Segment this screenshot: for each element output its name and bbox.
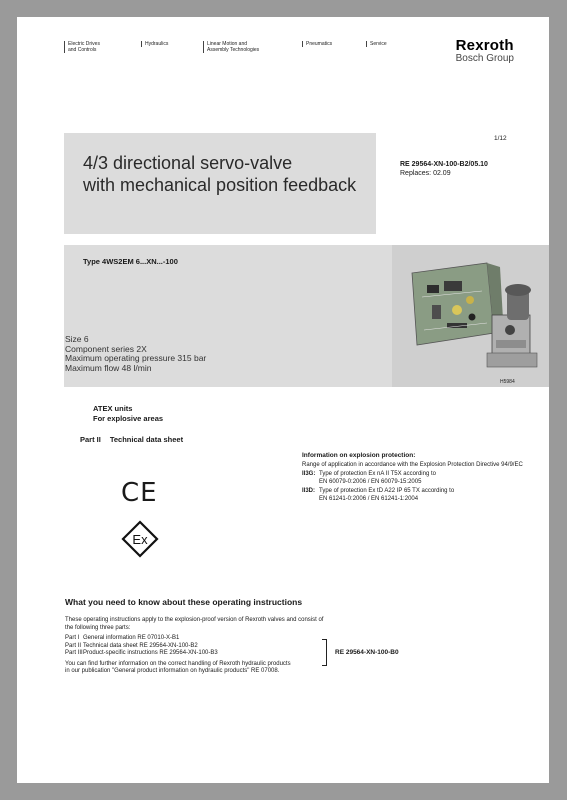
nav-label: Pneumatics [306, 41, 333, 47]
nav-label: Linear Motion and [207, 41, 248, 47]
part-number: Part II [65, 642, 82, 649]
brand-name: Rexroth [455, 37, 514, 54]
nav-pneumatics[interactable] [302, 41, 332, 47]
part-description: General information RE 07010-X-B1 [83, 635, 180, 641]
protection-standard: EN 61241-0:2006 / EN 61241-1:2004 [319, 495, 419, 502]
spec-item: Maximum operating pressure 315 bar [65, 353, 207, 363]
part-heading [80, 435, 183, 444]
explosion-protection-info [302, 452, 542, 503]
document-page [17, 17, 549, 783]
brand-subtitle: Bosch Group [455, 53, 514, 64]
replaces-note: Replaces: 02.09 [400, 169, 451, 177]
protection-text: Type of protection Ex tD A22 IP 65 TX according to [319, 488, 455, 494]
nav-service[interactable] [366, 41, 387, 47]
nav-linear-motion[interactable] [203, 41, 259, 53]
protection-item [302, 488, 542, 503]
part-description: Product-specific instructions RE 29564-XN-100-B3 [83, 650, 218, 656]
nav-hydraulics[interactable] [141, 41, 168, 47]
nav-label: Hydraulics [145, 41, 169, 47]
part-description: Technical data sheet RE 29564-XN-100-B2 [83, 642, 198, 649]
instructions-body [65, 617, 425, 676]
nav-label: Service [370, 41, 387, 47]
protection-item [302, 471, 542, 486]
spec-item: Maximum flow 48 l/min [65, 362, 152, 373]
type-label: Type 4WS2EM 6...XN...-100 [83, 257, 178, 266]
section-heading: What you need to know about these operating instructions [65, 597, 303, 607]
part-title: Technical data sheet [109, 435, 184, 444]
spec-item: Size 6 [65, 334, 89, 344]
ce-mark-icon: CE [121, 478, 158, 508]
intro-text: These operating instructions apply to the explosion-proof version of Rexroth valves and consist of [65, 617, 324, 623]
page-title [83, 152, 356, 196]
ex-symbol-text: Ex [132, 532, 148, 547]
nav-label: and Controls [68, 47, 97, 53]
nav-label: Electric Drives [68, 41, 100, 47]
photo-caption: H5984 [500, 379, 515, 385]
part-label: Part II [80, 435, 101, 444]
nav-label: Assembly Technologies [207, 47, 260, 53]
further-info-text: in our publication "General product information on hydraulic products" RE 07008. [65, 668, 280, 674]
info-range: Range of application in accordance with the Explosion Protection Directive 94/9/EC [302, 461, 523, 468]
protection-code: II3D: [302, 488, 316, 494]
title-line: with mechanical position feedback [83, 175, 357, 195]
bracket-label: RE 29564-XN-100-B0 [335, 649, 399, 656]
info-heading: Information on explosion protection: [302, 452, 416, 459]
spec-item: Component series 2X [65, 343, 147, 354]
protection-text: Type of protection Ex nA II T5X according to [319, 471, 436, 477]
further-info-text: You can find further information on the correct handling of Rexroth hydraulic products [65, 660, 291, 667]
further-info [65, 661, 425, 676]
list-item [65, 635, 425, 643]
atex-line: ATEX units [93, 404, 133, 413]
part-number: Part I [65, 635, 80, 641]
document-number: RE 29564-XN-100-B2/05.10 [400, 161, 488, 168]
ex-hexagon-icon [120, 520, 160, 563]
protection-standard: EN 60079-0:2006 / EN 60079-15:2005 [319, 478, 422, 485]
product-photo [392, 245, 549, 387]
protection-code: II3G: [302, 471, 316, 477]
spec-list [65, 335, 206, 373]
part-number: Part III [65, 650, 83, 656]
bracket-divider [322, 639, 327, 666]
title-line: 4/3 directional servo-valve [83, 153, 293, 173]
page-number: 1/12 [494, 135, 507, 142]
brand-logo [456, 37, 514, 64]
nav-electric-drives[interactable] [64, 41, 100, 53]
atex-heading [93, 404, 163, 424]
valve-image [392, 245, 549, 387]
atex-line: For explosive areas [93, 414, 164, 423]
intro-text: the following three parts: [65, 624, 131, 631]
document-reference [400, 161, 488, 178]
